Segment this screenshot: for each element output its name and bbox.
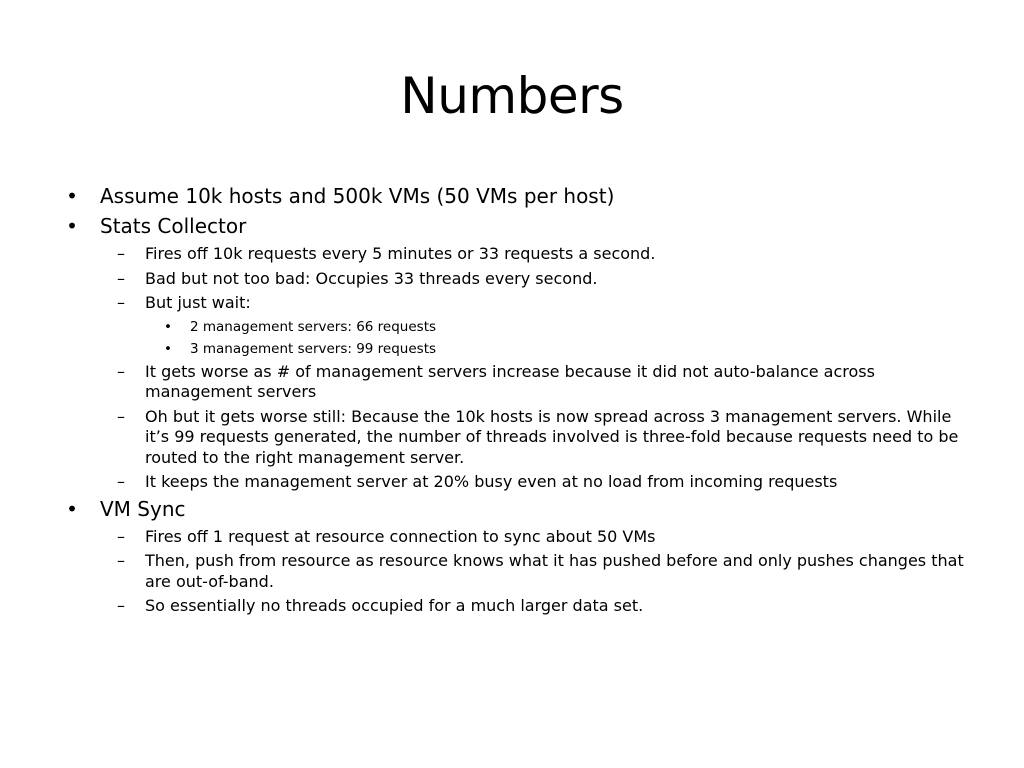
bullet-text: But just wait: [145,293,251,312]
sub-bullet-item [62,244,972,265]
sub-sub-bullet-item [62,318,972,336]
bullet-icon: • [164,318,172,335]
bullet-item [62,213,972,240]
bullet-text: It keeps the management server at 20% busy even at no load from incoming requests [145,472,838,491]
bullet-item [62,496,972,523]
dash-icon: – [117,293,125,312]
dash-icon: – [117,526,125,546]
dash-icon: – [117,472,125,491]
sub-bullet-item [62,293,972,314]
sub-bullet-item [62,407,972,469]
bullet-text: Oh but it gets worse still: Because the 10k hosts is now spread across 3 management servers. While it’s 99 requests generated, the number of threads involved is three-fold because requests need to be routed to the right management server. [145,406,959,467]
bullet-text: Then, push from resource as resource knows what it has pushed before and only pushes changes that are out-of-band. [145,551,964,591]
bullet-text: Bad but not too bad: Occupies 33 threads every second. [145,268,598,288]
dash-icon: – [117,244,125,263]
sub-bullet-item [62,472,972,493]
sub-bullet-item [62,527,972,548]
bullet-text: Assume 10k hosts and 500k VMs (50 VMs per host) [100,184,615,208]
bullet-text: So essentially no threads occupied for a much larger data set. [145,596,644,615]
sub-bullet-item [62,362,972,403]
dash-icon: – [117,268,125,288]
dash-icon: – [117,551,125,570]
bullet-list [62,180,972,617]
sub-sub-bullet-item [62,340,972,358]
dash-icon: – [117,406,125,426]
bullet-text: 2 management servers: 66 requests [190,318,437,335]
bullet-item [62,183,972,210]
bullet-text: Fires off 1 request at resource connection to sync about 50 VMs [145,526,656,546]
dash-icon: – [117,361,125,381]
bullet-icon: • [164,340,172,357]
bullet-icon: • [66,496,78,521]
slide-title: Numbers [400,67,624,125]
sub-bullet-item [62,269,972,290]
bullet-text: 3 management servers: 99 requests [190,340,437,357]
bullet-icon: • [66,214,78,238]
sub-bullet-item [62,551,972,592]
bullet-text: It gets worse as # of management servers increase because it did not auto-balance across management servers [145,361,875,401]
bullet-text: Stats Collector [100,214,247,238]
sub-bullet-item [62,596,972,617]
bullet-text: Fires off 10k requests every 5 minutes or 33 requests a second. [145,244,656,263]
bullet-text: VM Sync [100,496,186,521]
bullet-icon: • [66,184,78,208]
dash-icon: – [117,596,125,615]
